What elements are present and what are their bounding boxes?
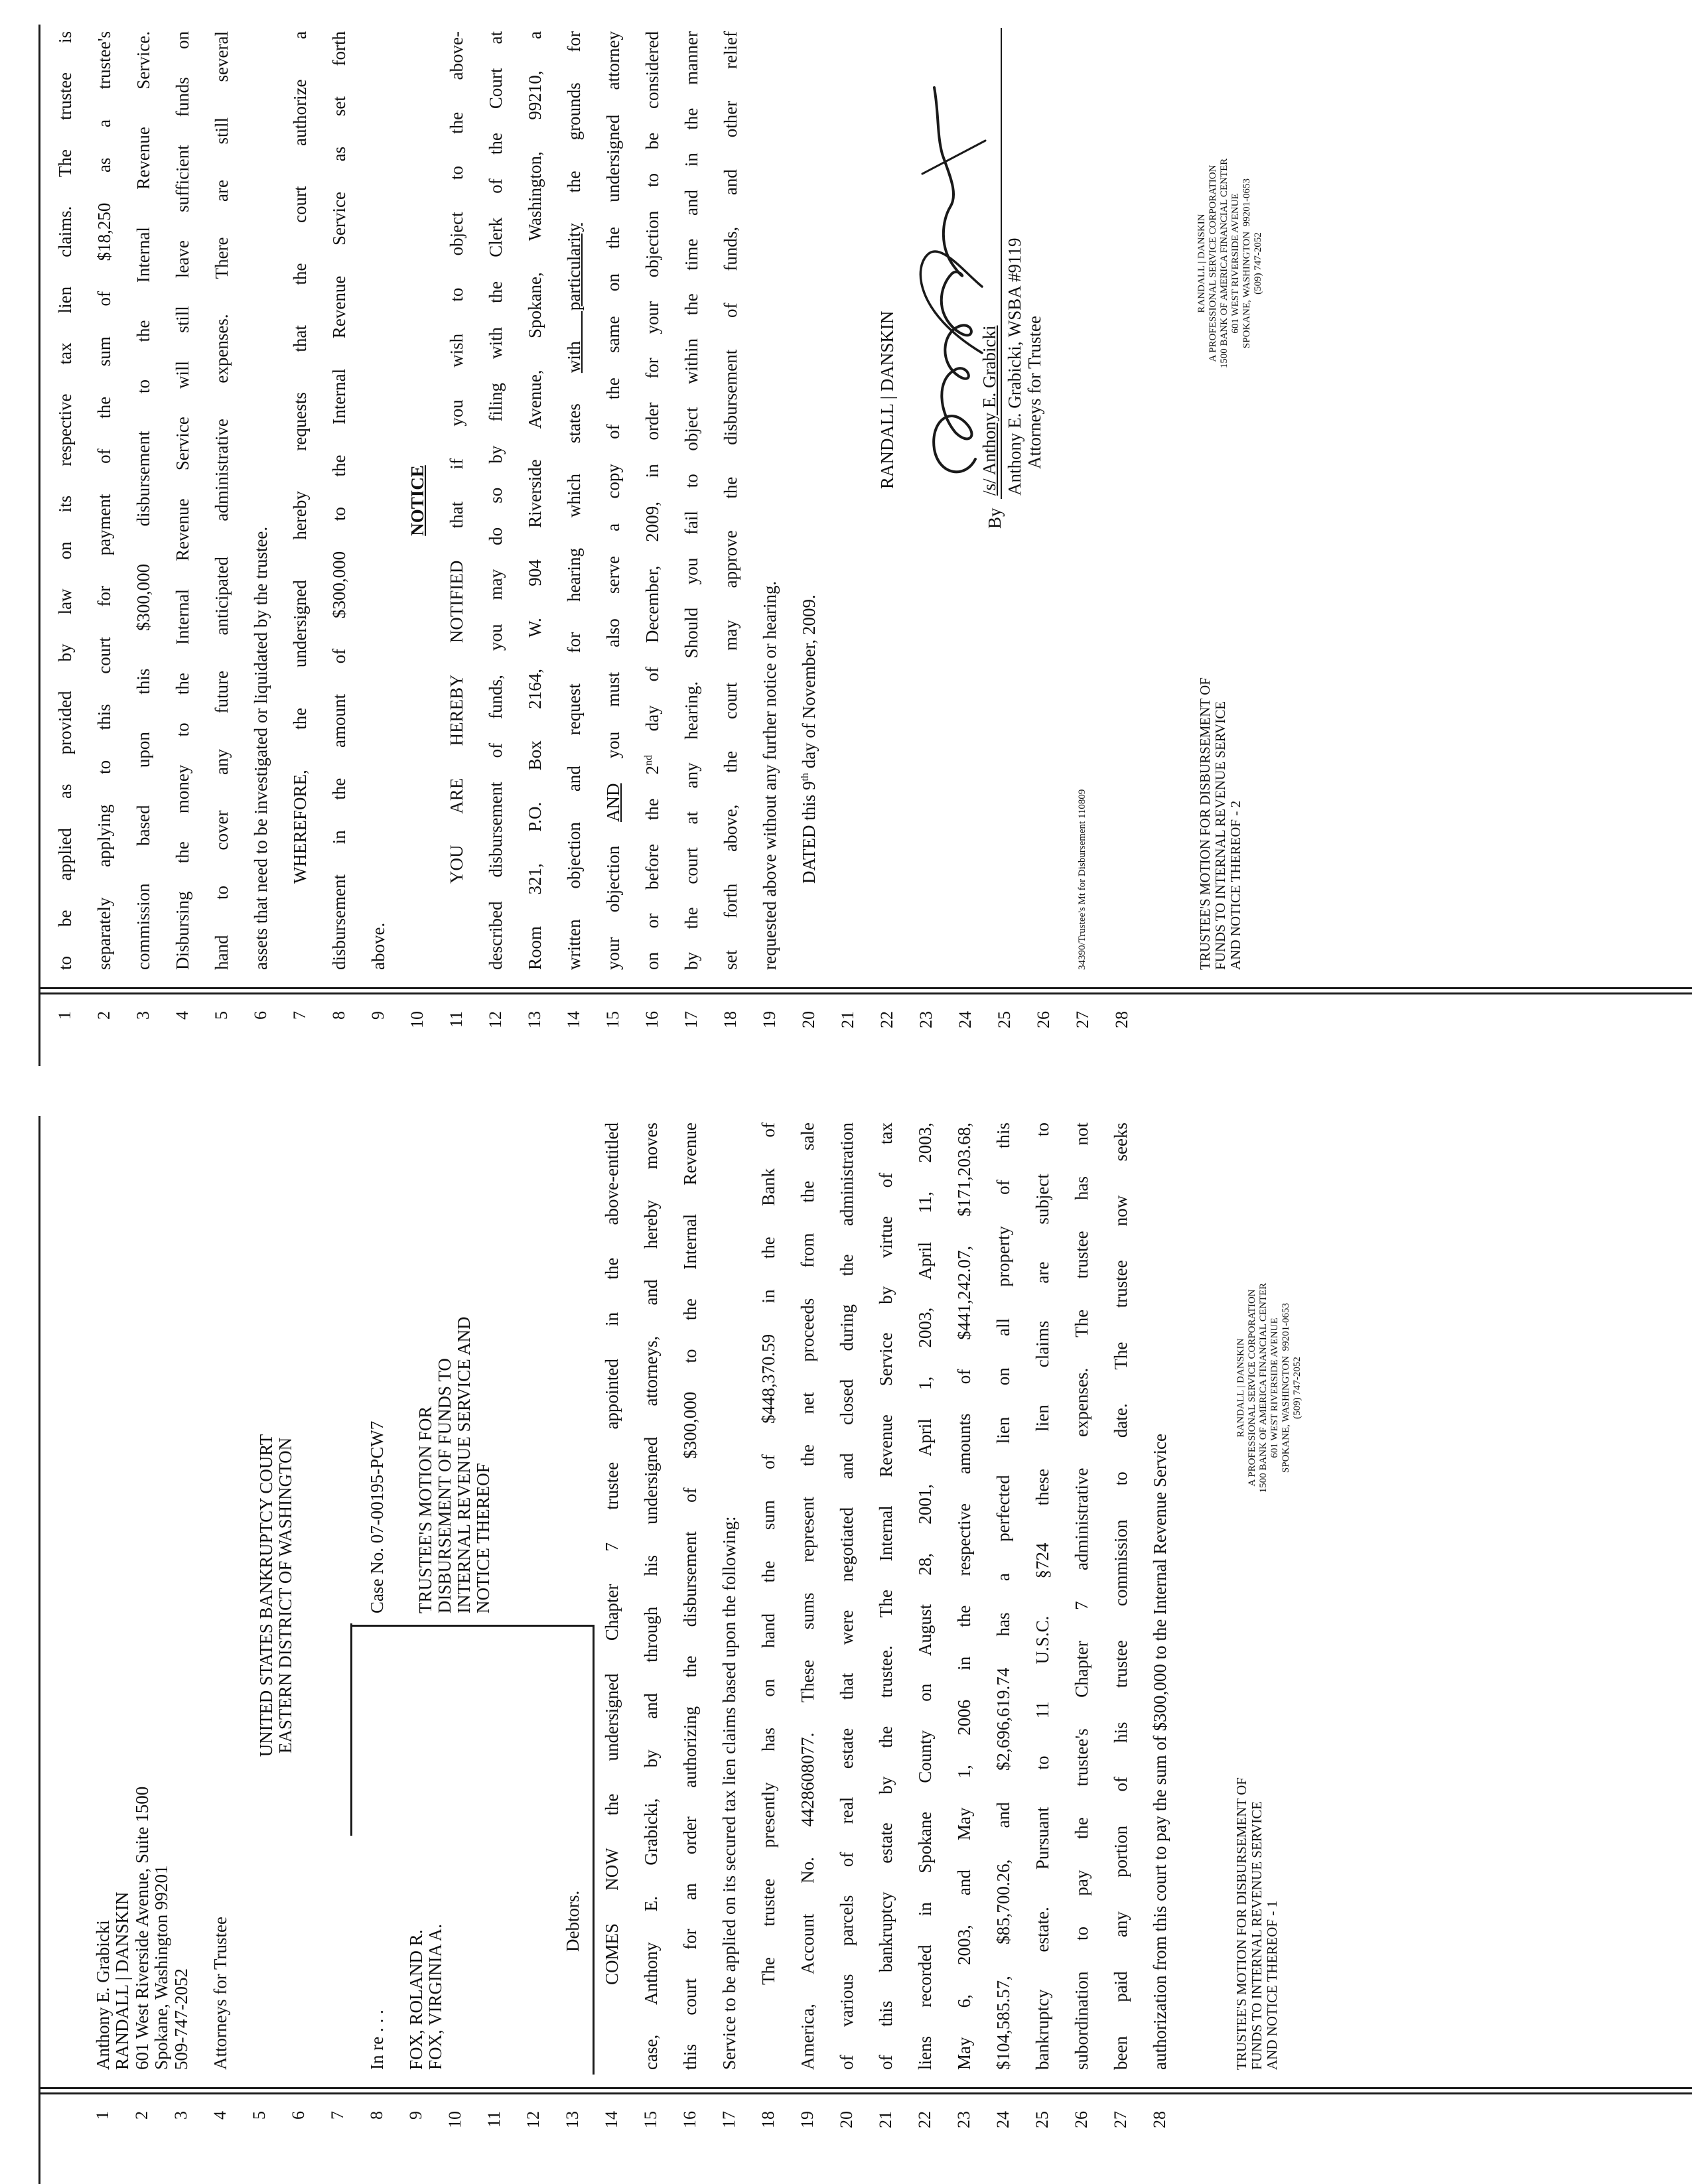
body-line: bankruptcy estate. Pursuant to 11 U.S.C. §724 these lien claims are subject to — [1032, 1123, 1052, 2070]
signer-role: Attorneys for Trustee — [1024, 316, 1044, 469]
notice-emphasis: with particularity — [564, 223, 584, 374]
line-number: 13 — [563, 2111, 582, 2128]
body-line: been paid any portion of his trustee commission to date. The trustee now seeks — [1111, 1123, 1131, 2070]
line-number: 24 — [993, 2111, 1013, 2128]
line-number: 17 — [681, 1011, 701, 1028]
line-number: 12 — [486, 1011, 505, 1028]
body-line: disbursement in the amount of $300,000 to the Internal Revenue Service as set forth — [329, 31, 349, 970]
court-district: EASTERN DISTRICT OF WASHINGTON — [275, 1437, 295, 1754]
line-number: 20 — [837, 2111, 856, 2128]
body-line: WHEREFORE, the undersigned hereby requests that the court authorize a — [290, 31, 310, 884]
line-number: 8 — [329, 1011, 348, 1020]
firm-block-line: 1500 BANK OF AMERICA FINANCIAL CENTER — [1258, 1282, 1269, 1493]
line-number: 12 — [524, 2111, 543, 2128]
line-number: 3 — [171, 2111, 190, 2120]
firm-block-line: A PROFESSIONAL SERVICE CORPORATION — [1247, 1289, 1257, 1487]
firm-block-line: 601 WEST RIVERSIDE AVENUE — [1230, 193, 1241, 334]
body-line: separately applying to this court for payment of the sum of $18,250 as a trustee's — [94, 31, 114, 970]
motion-title-line: TRUSTEE'S MOTION FOR — [415, 1406, 435, 1613]
firm-block-line: RANDALL | DANSKIN — [1235, 1338, 1246, 1438]
dated-text: day of November, 2009. — [799, 594, 819, 774]
ordinal-suffix: th — [800, 773, 811, 782]
dated-text: DATED this 9 — [799, 781, 819, 884]
line-number: 28 — [1150, 2111, 1169, 2128]
line-number: 1 — [93, 2111, 112, 2120]
body-line: The trustee presently has on hand the sum of $448,370.59 in the Bank of — [758, 1123, 778, 1985]
body-line: case, Anthony E. Grabicki, by and through his undersigned attorneys, and hereby moves — [641, 1123, 661, 2070]
line-number: 26 — [1072, 2111, 1091, 2128]
body-line: May 6, 2003, and May 1, 2006 in the respective amounts of $441,242.07, $171,203.68, — [954, 1123, 974, 2070]
line-number: 14 — [602, 2111, 621, 2128]
motion-title-line: INTERNAL REVENUE SERVICE AND — [454, 1316, 474, 1613]
body-line: $104,585.57, $85,700.26, and $2,696,619.74 has a perfected lien on all property of this — [993, 1123, 1013, 2070]
page-1 — [0, 1106, 1692, 2184]
notice-line: by the court at any hearing. Should you fail to object within the time and in the manner — [681, 31, 701, 970]
caption-divider — [350, 1625, 593, 1627]
notice-text: on or before the 2 — [642, 765, 662, 970]
dated-line — [800, 594, 818, 884]
signature-line: /s/ Anthony E. Grabicki — [979, 325, 999, 496]
line-number: 25 — [1032, 2111, 1052, 2128]
notice-line — [644, 31, 662, 970]
top-rule — [38, 25, 40, 1066]
notice-line: YOU ARE HEREBY NOTIFIED that if you wish to object to the above- — [447, 31, 466, 884]
line-number: 28 — [1112, 1011, 1131, 1028]
notice-emphasis: AND — [603, 783, 623, 823]
body-line: above. — [368, 922, 388, 970]
line-number: 23 — [916, 1011, 936, 1028]
footer-title-line: TRUSTEE'S MOTION FOR DISBURSEMENT OF — [1197, 677, 1213, 970]
line-number: 21 — [876, 2111, 895, 2128]
line-number: 7 — [328, 2111, 347, 2120]
case-number: Case No. 07-00195-PCW7 — [367, 1420, 387, 1613]
file-reference: 34390/Trustee's Mt for Disbursement 110809 — [1077, 789, 1088, 970]
body-line: of this bankruptcy estate by the trustee. The Internal Revenue Service by virtue of tax — [876, 1123, 896, 2070]
attorney-name: Anthony E. Grabicki — [93, 1920, 113, 2070]
signature-firm: RANDALL | DANSKIN — [877, 310, 897, 489]
line-number: 14 — [564, 1011, 583, 1028]
caption-bottom-rule — [593, 1625, 595, 2075]
body-line: authorization from this court to pay the sum of $300,000 to the Internal Revenue Service — [1150, 1433, 1170, 2070]
body-line: hand to cover any future anticipated administrative expenses. There are still several — [212, 31, 232, 970]
body-line: this court for an order authorizing the disbursement of $300,000 to the Internal Revenue — [680, 1123, 700, 2070]
court-name: UNITED STATES BANKRUPTCY COURT — [256, 1434, 276, 1757]
body-line: COMES NOW the undersigned Chapter 7 trustee appointed in the above-entitled — [602, 1123, 622, 1985]
debtor-name: FOX, ROLAND R. — [406, 1929, 426, 2070]
line-number: 19 — [760, 1011, 779, 1028]
line-number: 22 — [877, 1011, 896, 1028]
line-number: 5 — [249, 2111, 269, 2120]
debtors-label: Debtors. — [563, 1890, 583, 1952]
line-number: 15 — [641, 2111, 660, 2128]
line-number: 2 — [94, 1011, 113, 1020]
line-number: 5 — [212, 1011, 231, 1020]
firm-phone: 509-747-2052 — [171, 1968, 191, 2070]
firm-block-line: A PROFESSIONAL SERVICE CORPORATION — [1208, 165, 1218, 362]
line-number: 13 — [525, 1011, 544, 1028]
notice-line: Room 321, P.O. Box 2164, W. 904 Riverside Avenue, Spokane, Washington, 99210, a — [525, 31, 545, 970]
line-number: 24 — [955, 1011, 975, 1028]
signer-name: Anthony E. Grabicki, WSBA #9119 — [1005, 238, 1024, 496]
line-number: 18 — [721, 1011, 740, 1028]
line-number: 7 — [290, 1011, 309, 1020]
notice-heading: NOTICE — [407, 465, 427, 536]
body-line: America, Account No. 4428608077. These sums represent the net proceeds from the sale — [798, 1123, 817, 2070]
body-line: of various parcels of real estate that were negotiated and closed during the administration — [837, 1123, 857, 2070]
line-number: 4 — [173, 1011, 192, 1020]
line-number: 27 — [1073, 1011, 1092, 1028]
body-line: to be applied as provided by law on its respective tax lien claims. The trustee is — [55, 31, 75, 970]
footer-title-line: AND NOTICE THEREOF - 2 — [1228, 800, 1243, 970]
line-number: 18 — [758, 2111, 778, 2128]
line-number: 23 — [954, 2111, 973, 2128]
firm-block-line: SPOKANE, WASHINGTON 99201-0653 — [1241, 178, 1252, 349]
body-line: liens recorded in Spokane County on August 28, 2001, April 1, 2003, April 11, 2003, — [915, 1123, 935, 2070]
notice-text: your objection — [603, 822, 623, 970]
notice-line: described disbursement of funds, you may do so by filing with the Clerk of the Court at — [486, 31, 506, 970]
caption-top-rule — [350, 1623, 352, 1836]
line-number: 22 — [915, 2111, 934, 2128]
line-number-rule — [40, 2087, 1692, 2094]
notice-text: written objection and request for hearing which states — [564, 373, 584, 970]
line-number: 9 — [406, 2111, 425, 2120]
firm-block-line: SPOKANE, WASHINGTON 99201-0653 — [1281, 1302, 1291, 1473]
notice-text: day of December, 2009, in order for your objection to be considered — [642, 31, 662, 755]
line-number: 1 — [55, 1011, 74, 1020]
line-number: 21 — [838, 1011, 857, 1028]
line-number: 4 — [210, 2111, 230, 2120]
line-number: 9 — [368, 1011, 388, 1020]
line-number: 10 — [407, 1011, 427, 1028]
firm-block-line: (509) 747-2052 — [1292, 1357, 1303, 1419]
footer-title-line: FUNDS TO INTERNAL REVENUE SERVICE — [1212, 701, 1228, 970]
body-line: commission based upon this $300,000 disbursement to the Internal Revenue Service. — [133, 31, 153, 970]
line-number: 8 — [367, 2111, 386, 2120]
line-number: 6 — [251, 1011, 270, 1020]
line-number: 6 — [289, 2111, 308, 2120]
firm-block-line: RANDALL | DANSKIN — [1196, 214, 1207, 313]
notice-text: you must also serve a copy of the same on the undersigned attorney — [603, 31, 623, 784]
body-line: Service to be applied on its secured tax lien claims based upon the following: — [719, 1516, 739, 2070]
notice-line — [565, 31, 583, 970]
line-number: 20 — [799, 1011, 818, 1028]
line-number-rule — [40, 987, 1692, 994]
line-number: 11 — [447, 1011, 466, 1028]
body-line: assets that need to be investigated or liquidated by the trustee. — [251, 526, 271, 970]
line-number: 16 — [680, 2111, 699, 2128]
notice-text: the grounds for — [564, 31, 584, 224]
debtor-name: FOX, VIRGINIA A. — [425, 1923, 445, 2070]
line-number: 10 — [445, 2111, 464, 2128]
ordinal-suffix: nd — [643, 754, 654, 766]
attorney-role: Attorneys for Trustee — [210, 1917, 230, 2070]
notice-line: set forth above, the court may approve the disbursement of funds, and other relief — [721, 31, 740, 970]
line-number: 17 — [719, 2111, 739, 2128]
firm-city: Spokane, Washington 99201 — [151, 1865, 171, 2070]
line-number: 15 — [603, 1011, 622, 1028]
line-number: 19 — [798, 2111, 817, 2128]
line-number: 3 — [133, 1011, 153, 1020]
line-number: 16 — [642, 1011, 662, 1028]
signature-rule — [1001, 28, 1002, 499]
footer-title-line: TRUSTEE'S MOTION FOR DISBURSEMENT OF — [1234, 1777, 1249, 2070]
motion-title-line: NOTICE THEREOF — [473, 1463, 493, 1613]
notice-line: requested above without any further notice or hearing. — [760, 580, 780, 970]
firm-address: 601 West Riverside Avenue, Suite 1500 — [132, 1786, 152, 2070]
line-number: 25 — [995, 1011, 1014, 1028]
firm-block-line: 1500 BANK OF AMERICA FINANCIAL CENTER — [1219, 158, 1230, 369]
motion-title-line: DISBURSEMENT OF FUNDS TO — [435, 1358, 455, 1613]
line-number: 2 — [132, 2111, 151, 2120]
top-rule — [38, 1116, 40, 2184]
signature-by-label: By — [985, 508, 1005, 529]
notice-line — [604, 31, 622, 970]
footer-title-line: FUNDS TO INTERNAL REVENUE SERVICE — [1249, 1801, 1265, 2070]
firm-block-line: 601 WEST RIVERSIDE AVENUE — [1269, 1318, 1280, 1458]
firm-name: RANDALL | DANSKIN — [112, 1891, 132, 2070]
firm-block-line: (509) 747-2052 — [1253, 232, 1263, 295]
line-number: 27 — [1111, 2111, 1130, 2128]
line-number: 26 — [1034, 1011, 1053, 1028]
body-line: subordination to pay the trustee's Chapter 7 administrative expenses. The trustee has not — [1072, 1123, 1092, 2070]
body-line: Disbursing the money to the Internal Revenue Service will still leave sufficient funds on — [173, 31, 192, 970]
footer-title-line: AND NOTICE THEREOF - 1 — [1264, 1900, 1280, 2070]
in-re-label: In re . . . — [367, 2010, 387, 2070]
line-number: 11 — [484, 2111, 504, 2128]
